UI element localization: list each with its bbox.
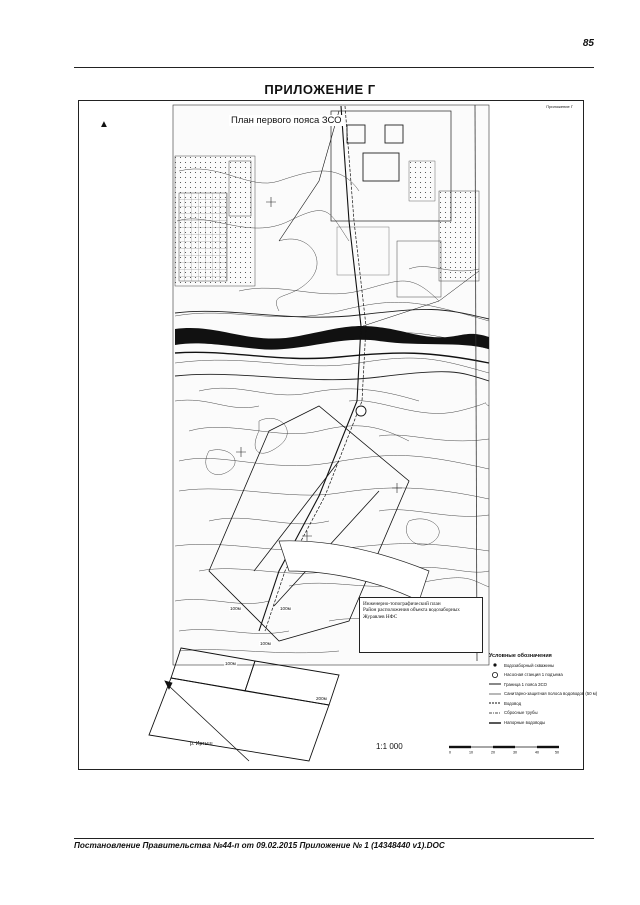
legend-item (489, 691, 598, 697)
footer-text: Постановление Правительства №44-п от 09.02.2015 Приложение № 1 (14348440 v1).DOC (74, 841, 445, 850)
plan-title-box (359, 597, 483, 653)
bar-scale-tick: 0 (449, 750, 451, 755)
bar-scale-tick: 40 (535, 750, 539, 755)
legend-label: Сбросные трубы (504, 710, 538, 716)
legend-label: Водозаборный скважины (504, 662, 555, 668)
corner-note: Приложение Г (546, 104, 573, 109)
dimension-label: 100м (225, 661, 236, 666)
legend-item (489, 662, 579, 668)
legend-item (489, 700, 579, 706)
bar-scale (449, 744, 569, 754)
bar-scale-tick: 50 (555, 750, 559, 755)
river-bank-arrow (165, 681, 249, 761)
plan-box-line: Район расположения объекта водозаборных (363, 607, 460, 614)
dashed-line-icon (489, 700, 501, 706)
dimension-label: 100м (260, 641, 271, 646)
river-label: р. Иртыш (190, 741, 213, 747)
legend-label: Граница 1 пояса ЗСО (504, 681, 547, 687)
appendix-title: ПРИЛОЖЕНИЕ Г (264, 82, 376, 97)
map-frame (78, 100, 598, 770)
dimension-label: 100м (280, 606, 291, 611)
header-rule (74, 67, 594, 68)
north-arrow-icon: ▲ (99, 119, 109, 130)
dimension-label: 100м (230, 606, 241, 611)
plan-box-line: Журавлев НФС (363, 613, 398, 620)
legend-item (489, 720, 579, 726)
dashdot-line-icon (489, 710, 501, 716)
circle-icon (489, 672, 501, 678)
legend-item (489, 681, 579, 687)
plan-box-line: Инженерно-топографический план (363, 601, 441, 607)
bar-scale-tick: 10 (469, 750, 473, 755)
page-number: 85 (582, 38, 594, 49)
map-title: План первого пояса ЗСО (231, 115, 342, 126)
map-legend (489, 653, 598, 729)
dot-icon (489, 662, 501, 668)
legend-item (489, 672, 579, 678)
bar-scale-tick: 20 (491, 750, 495, 755)
line-icon (489, 681, 501, 687)
legend-label: Насосная станция 1 подъема (504, 672, 563, 678)
legend-label: Санитарно-защитная полоса водоводов (50 м) (504, 691, 598, 697)
line-icon (489, 720, 501, 726)
legend-label: Напорные водоводы (504, 720, 546, 726)
footer-rule (74, 838, 594, 839)
line-icon (489, 691, 501, 697)
dimension-label: 200м (316, 696, 327, 701)
legend-title: Условные обозначения (489, 653, 552, 659)
legend-item (489, 710, 579, 716)
legend-label: Водовод (504, 700, 522, 706)
scale-label: 1:1 000 (376, 742, 403, 751)
bar-scale-tick: 30 (513, 750, 517, 755)
